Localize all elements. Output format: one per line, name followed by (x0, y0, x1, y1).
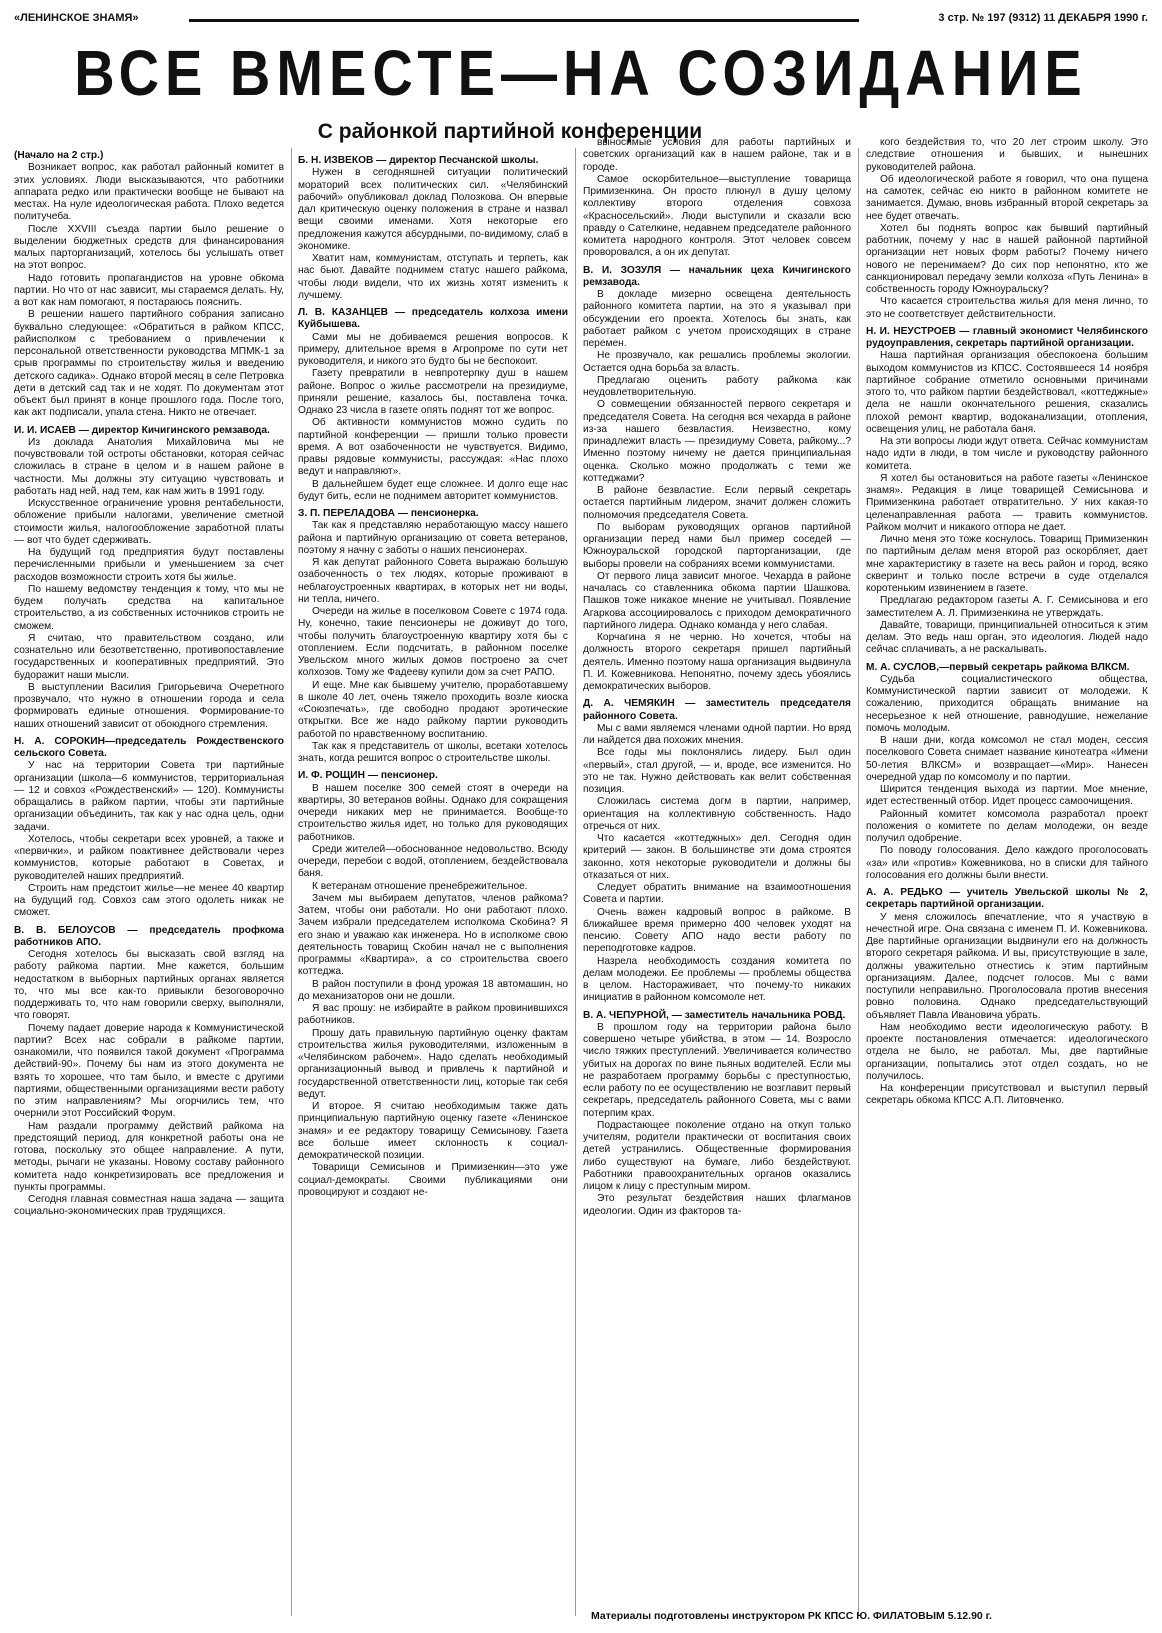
paragraph: Что касается строительства жилья для меня лично, то это не соответствует действительности. (866, 296, 1148, 320)
paragraph: Я считаю, что правительством создано, или сознательно или безответственно, противопоставление государственных и кооперативных предприятий. Это будоражит наши мысли. (14, 632, 284, 681)
paragraph: К ветеранам отношение пренебрежительное. (312, 880, 528, 892)
paragraph: Прошу дать правильную партийную оценку фактам строительства жилья руководителями, изложенным в «Челябинском рабочем». Надо сделать необходимый организационный вывод и привлечь к партийной и государственной ответственности лиц, которые так себя ведут. (298, 1027, 568, 1100)
paragraph: По поводу голосования. Дело каждого проголосовать «за» или «против» Кожевникова, но в списки для тайного голосования его должны были внести. (866, 845, 1148, 881)
column-2 (298, 150, 568, 1612)
paragraph: выносимые условия для работы партийных и советских организаций как в нашем районе, так и в городе. (583, 137, 851, 173)
paragraph: И второе. Я считаю необходимым также дать принципиальную партийную оценку газете «Ленинское знамя» и ее редактору товарищу Семисынову. Газета все больше имеет склонность к социал-демократической позиции. (298, 1101, 568, 1161)
speaker-heading: В. В. БЕЛОУСОВ — председатель профкома работников АПО. (14, 924, 284, 948)
paragraph: Наша партийная организация обеспокоена большим выходом коммунистов из КПСС. Состоявшееся 14 ноября партийное собрание отметило основными причинами этого то, что райком партии бездействовал, «коттеджные» дела не нашли окончательного решения, сказались плохой ремонт квартир, водоканализации, отопления, освещения улиц, не работала баня. (866, 350, 1148, 435)
paragraph: Не прозвучало, как решались проблемы экологии. Остается одна борьба за власть. (583, 350, 851, 374)
paragraph: Так как я представляю неработающую массу нашего района и партийную организацию от совета ветеранов, поэтому я начну с заботы о наших пенсионерах. (298, 520, 568, 556)
paragraph: Мы с вами являемся членами одной партии. Но вряд ли найдется два похожих мнения. (583, 722, 851, 746)
continuation-note: (Начало на 2 стр.) (14, 150, 104, 161)
paragraph: Хотелось, чтобы секретари всех уровней, а также и «первички», и райком поактивнее действовали через коммунистов, которые работают в Советах, и руководителей наших предприятий. (14, 833, 284, 882)
paragraph: Назрела необходимость создания комитета по делам молодежи. Ее проблемы — проблемы общества в целом. Настораживает, что почему-то никаких инициатив в районном комсомоле нет. (583, 955, 851, 1004)
paragraph: Сегодня главная совместная наша задача — защита социально-экономических прав трудящихся. (14, 1194, 284, 1218)
paragraph: У нас на территории Совета три партийные организации (школа—6 коммунистов, территориальная — 12 и совхоз «Рождественский» — 120). Коммунисты обращались в райком партии, чтобы эти партийные организации объединить, так как у нас одна цель, одни задачи. (14, 760, 284, 833)
paragraph: Я хотел бы остановиться на работе газеты «Ленинское знамя». Редакция в лице товарищей Семисынова и Примизенкина работает отвратительно. У них какая-то целенаправленная работа — травить коммунистов. Райком молчит и никакого отпора не дает. (866, 472, 1148, 533)
paragraph: Сами мы не добиваемся решения вопросов. К примеру, длительное время в Агропроме по сути нет руководителя, и никого это будто бы не беспокоит. (298, 331, 568, 367)
paragraph: И еще. Мне как бывшему учителю, проработавшему в школе 40 лет, очень тяжело проходить возле киоска «Союзпечать», где свободно продают эротические открытки. Все же надо райкому партии руководить работой по нравственному воспитанию. (298, 679, 568, 740)
headline: ВСЕ ВМЕСТЕ—НА СОЗИДАНИЕ (74, 36, 1088, 109)
paragraph: Газету превратили в невпротерпку душ в нашем районе. Вопрос о жилье рассмотрели на президиуме, приняли решение, казалось бы, поставлена точка. Однако 23 числа в газете опять поднят тот же вопрос. (298, 368, 568, 416)
paragraph: В районе безвластие. Если первый секретарь остается партийным лидером, значит должен сложить полномочия председателя Совета. (583, 485, 851, 521)
paragraph: Нам раздали программу действий райкома на предстоящий период, для конкретной работы она не готова, поскольку это общее направление. А пути, методы, рычаги не указаны. Новому составу районного комитета надо конкретизировать все предложения и пункты программы. (14, 1120, 284, 1193)
paragraph: Искусственное ограничение уровня рентабельности, обложение прибыли налогами, увеличение сметной стоимости жилья, налогообложение заработной платы — вот что будет сдерживать. (14, 498, 284, 546)
paragraph: Надо готовить пропагандистов на уровне обкома партии. Но что от нас зависит, мы стараемся делать. Ну, а вот как нам помогают, я постараюсь пояснить. (14, 272, 284, 308)
speaker-heading: Л. В. КАЗАНЦЕВ — председатель колхоза имени Куйбышева. (298, 307, 568, 331)
paragraph: У меня сложилось впечатление, что я участвую в нечестной игре. Она связана с именем П. И. Кожевникова. Две партийные организации выдвинули его на должность второго секретаря райкома. И вы, присутствующие в зале, должны уважительно отнестись к этим партийным организациям. Далее, подсчет голосов. Мы с вами поступили неправильно. Проголосовала против внесения ровно половина. Однако председательствующий объявляет Павла Ивановича убрать. (866, 911, 1148, 1021)
paragraph: В нашем поселке 300 семей стоят в очереди на квартиры, 30 ветеранов войны. Однако для сокращения очереди никаких мер не принимается. Вообще-то строительство жилья идет, но только для руководящих работников. (298, 782, 568, 843)
column-3 (583, 137, 851, 1599)
speaker-heading: И. И. ИСАЕВ — директор Кичигинского ремзавода. (14, 424, 270, 436)
paragraph: Судьба социалистического общества, Коммунистической партии зависит от молодежи. К сожалению, приходится обращать внимание на несерьезное к ней отношение, равнодушие, нежелание помочь молодым. (866, 673, 1148, 734)
paragraph: В докладе мизерно освещена деятельность районного комитета партии, на это я указывал при обсуждении его проекта. Хотелось бы знать, как работает райком с учетом происходящих в стране перемен. (583, 289, 851, 349)
paragraph: кого бездействия то, что 20 лет строим школу. Это следствие отношения и бывших, и нынешних руководителей района. (866, 137, 1148, 173)
paragraph: Ширится тенденция выхода из партии. Мое мнение, идет естественный отбор. Идет процесс самоочищения. (866, 784, 1148, 808)
paragraph: Давайте, товарищи, принципиальней относиться к этим делам. Это ведь наш орган, это идеология. Людей надо сейчас сплачивать, а не раскалывать. (866, 619, 1148, 656)
paragraph: После XXVIII съезда партии было решение о выделении бюджетных средств для финансирования малых парторганизаций, хотелось бы услышать ответ на этот вопрос. (14, 223, 284, 272)
paragraph: В решении нашего партийного собрания записано буквально следующее: «Обратиться в райком КПСС, райисполком с требованием о привлечении к персональной ответственности руководства МПМК-1 за срыв программы по строительству жилья и введению детского садика». Однако второй месяц в селе Петровка дети в детский сад так и не ходят. По документам этот объект был принят в конце прошлого года. После того, как акт подписали, упала стена. Никто не отвечает. (14, 309, 284, 419)
speaker-heading: Н. А. СОРОКИН—председатель Рождественского сельского Совета. (14, 735, 284, 759)
paragraph: Строить нам предстоит жилье—не менее 40 квартир на будущий год. Совхоз сам этого одолеть никак не сможет. (14, 882, 284, 919)
paragraph: Зачем мы выбираем депутатов, членов райкома? Затем, чтобы они работали. Но они работают плохо. Зачем избрали председателем исполкома Скобина? Я его знаю и уважаю как инженера. Но в исполкоме свою деятельность товарищ Скобин начал не с выполнения программы «Квартира», а со строительства своего коттеджа. (298, 892, 568, 978)
paragraph: По нашему ведомству тенденция к тому, что мы не будем получать средства на капитальное строительство, а из собственных источников строить не сможем. (14, 583, 284, 632)
paragraph: О совмещении обязанностей первого секретаря и председателя Совета. На сегодня вся чехарда в районе из-за нашего безвластия. Неизвестно, кому принадлежит власть — президиуму Совета, райкому...? Именно поэтому ничему не дается принципиальная оценка. Сколько можно продолжать с теми же коттеджами? (583, 399, 851, 484)
column-1 (14, 150, 284, 1612)
page-header (14, 10, 1148, 28)
paragraph: Самое оскорбительное—выступление товарища Примизенкина. Он просто плюнул в душу целому коллективу второго отделения совхоза «Красносельский». Люди выступили и сказали всю правду о Сателкине, недавнем председателе районного комитета народного контроля. Этот человек совсем проворовался, а он их депутат. (583, 173, 851, 259)
paragraph: Районный комитет комсомола разработал проект положения о комитете по делам молодежи, он везде получил одобрение. (866, 808, 1148, 844)
column-divider (575, 148, 576, 1616)
paragraph: В наши дни, когда комсомол не стал моден, сессия поселкового Совета снимает название кинотеатра «Имени 50-летия ВЛКСМ» и возвращает—«Мир». Нанесен очередной удар по комсомолу и по партии. (866, 735, 1148, 783)
subheadline: С районкой партийной конференции (317, 120, 703, 143)
paragraph: На конференции присутствовал и выступил первый секретарь обкома КПСС А.П. Литовченко. (866, 1083, 1148, 1107)
paragraph: Хватит нам, коммунистам, отступать и терпеть, как нас бьют. Давайте поднимем статус нашего райкома, чтобы люди видели, что их жизнь хотят изменить к лучшему. (298, 253, 568, 301)
paragraph: Нужен в сегодняшней ситуации политический мораторий всех политических сил. «Челябинский рабочий» опубликовал доклад Полозкова. Он впервые дал критическую оценку положения в стране и назвал вещи своими именами. Хотя некоторые его предложения кажутся абсурдными, по-видимому, слаб в экономике. (298, 167, 568, 252)
paragraph: В выступлении Василия Григорьевича Очеретного прозвучало, что нужно в отношении города и села формировать единые отношения. Формирование-то наших отношений зависит от обоюдного стремления. (14, 681, 284, 730)
paragraph: Следует обратить внимание на взаимоотношения Совета и партии. (583, 882, 851, 906)
speaker-heading: З. П. ПЕРЕЛАДОВА — пенсионерка. (298, 508, 479, 519)
newspaper-name: «ЛЕНИНСКОЕ ЗНАМЯ» (14, 12, 139, 24)
paragraph: Лично меня это тоже коснулось. Товарищ Примизенкин по партийным делам меня второй раз оскорбляет, дает мне характеристику в газете на весь район и город, всяко скверинт и только после встречи в суде отделался коротеньким извинением в газете. (866, 534, 1148, 594)
paragraph: По выборам руководящих органов партийной организации перед нами был пример соседей — Южноуральской городской парторганизации, где выборы провели на собраниях всеми коммунистами. (583, 521, 851, 570)
paragraph: Что касается «коттеджных» дел. Сегодня один критерий — закон. В большинстве эти дома строятся законно, хотя некоторые руководители и должны бы отказаться от них. (583, 833, 851, 881)
speaker-heading: Б. Н. ИЗВЕКОВ — директор Песчанской школы. (298, 155, 539, 166)
paragraph: Все годы мы поклонялись лидеру. Был один «первый», стал другой, — и, вроде, все изменится. Но это не так. Нужно действовать как велит собственная позиция. (583, 747, 851, 795)
paragraph: Очень важен кадровый вопрос в райкоме. В ближайшее время примерно 400 человек уходят на пенсию. Совету АПО надо вести работу по переподготовке кадров. (583, 906, 851, 955)
paragraph: Почему падает доверие народа к Коммунистической партии? Всех нас собрали в райкоме партии, ознакомили, что появился такой документ «Программа действий-90». Почему бы нам из этого документа не взять то хорошее, что там было, и вместе с другими партиями, общественными организациями вести работу по этим направлениям? Мы огорчились тем, что очернили этот Российский Форум. (14, 1022, 284, 1120)
paragraph: На эти вопросы люди ждут ответа. Сейчас коммунистам надо идти в люди, в том числе и руководству районного комитета. (866, 436, 1148, 472)
paragraph: Я вас прошу: не избирайте в райком провинившихся работников. (298, 1003, 568, 1027)
header-rule (189, 19, 859, 22)
paragraph: Предлагаю оценить работу райкома как неудовлетворительную. (583, 374, 851, 398)
paragraph: Я как депутат районного Совета выражаю большую озабоченность о тех людях, которые проживают в неблагоустроенных квартирах, в которых нет ни воды, ни тепла, ничего. (298, 557, 568, 605)
paragraph: Подрастающее поколение отдано на откуп только учителям, родители практически от воспитания своих детей устранились. Общественные формирования либо существуют на бумаге, либо бездействуют. Работники правоохранительных органов оказались лицом к лицу с преступным миром. (583, 1119, 851, 1192)
paragraph: Среди жителей—обоснованное недовольство. Всюду очереди, перебои с водой, отоплением, бездействовала баня. (298, 843, 568, 880)
paragraph: В прошлом году на территории района было совершено четыре убийства, в этом — 14. Возросло число тяжких преступлений. Увеличивается количество убитых на дорогах по вине пьяных водителей. Если мы не разработаем программу борьбы с преступностью, если работу по ее осуществлению не возглавит первый секретарь, председатель районного Совета, мы с вами потерпим крах. (583, 1021, 851, 1119)
column-divider (291, 148, 292, 1616)
issue-info: 3 стр. № 197 (9312) 11 ДЕКАБРЯ 1990 г. (938, 12, 1148, 24)
paragraph: Корчагина я не черню. Но хочется, чтобы на должность второго секретаря пришел партийный деятель. Именно поэтому наша организация выдвинула П. И. Кожевникова. Непонятно, почему здесь убоялись демократических выборов. (583, 632, 851, 692)
paragraph: Хотел бы поднять вопрос как бывший партийный работник, почему у нас в нашей районной партийной организации нет новых форм работы? Почему ничего нового не перенимаем? До сих пор непонятно, кто же санкционировал передачу земли колхоза «Путь Ленина» в собственность городу Южноуральску? (866, 222, 1148, 295)
speaker-heading: Н. И. НЕУСТРОЕВ — главный экономист Челябинского рудоуправления, секретарь партийной организации. (866, 325, 1148, 349)
paragraph: В район поступили в фонд урожая 18 автомашин, но до механизаторов они не дошли. (298, 978, 568, 1002)
paragraph: Об идеологической работе я говорил, что она пущена на самотек, сейчас ею никто в районном комитете не занимается. Думаю, вновь избранный второй секретарь за нее будет отвечать. (866, 173, 1148, 222)
speaker-heading: Д. А. ЧЕМЯКИН — заместитель председателя районного Совета. (583, 698, 851, 722)
paragraph: Товарищи Семисынов и Примизенкин—это уже социал-демократы. Своими публикациями они провоцируют и создают не- (298, 1162, 568, 1198)
paragraph: В дальнейшем будет еще сложнее. И долго еще нас будут бить, если не поднимем авторитет коммунистов. (298, 478, 568, 502)
footer-credit: Материалы подготовлены инструктором РК КПСС Ю. ФИЛАТОВЫМ 5.12.90 г. (591, 1610, 992, 1622)
paragraph: Возникает вопрос, как работал районный комитет в этих условиях. Люди высказываются, что работники аппарата редко или практически вообще не бывают на местах. На нуле идеологическая работа. Плохо ведется политучеба. (14, 162, 284, 223)
speaker-heading: М. А. СУСЛОВ,—первый секретарь райкома ВЛКСМ. (866, 661, 1130, 673)
speaker-heading: И. Ф. РОЩИН — пенсионер. (298, 770, 438, 782)
paragraph: Нам необходимо вести идеологическую работу. В проекте постановления отмечается: идеологического отдела не было, не работал. Мы, две партийные организации, попытались этот отдел создать, но не получилось. (866, 1021, 1148, 1082)
column-divider (858, 148, 859, 1616)
paragraph: От первого лица зависит многое. Чехарда в районе началась со ставленника обкома партии Шашкова. Пашков тоже никакое мнение не учитывал. Появление Агаркова ассоциировалось с приходом демократичного партийного лидера. Однако команда у него слабая. (583, 570, 851, 631)
speaker-heading: В. А. ЧЕПУРНОЙ, — заместитель начальника РОВД. (583, 1009, 846, 1021)
paragraph: Это результат бездействия наших флагманов идеологии. Один из факторов та- (583, 1193, 851, 1217)
paragraph: Сложилась система догм в партии, например, ориентация на коллективную собственность. Надо отречься от них. (583, 796, 851, 832)
paragraph: На будущий год предприятия будут поставлены перечисленными прибыли и уменьшением за счет расходов возможности строить хотя бы жилье. (14, 547, 284, 583)
speaker-heading: А. А. РЕДЬКО — учитель Увельской школы № 2, секретарь партийной организации. (866, 887, 1148, 911)
paragraph: Предлагаю редактором газеты А. Г. Семисынова и его заместителем А. Л. Примизенкина не утверждать. (866, 595, 1148, 619)
paragraph: Очереди на жилье в поселковом Совете с 1974 года. Ну, конечно, такие пенсионеры не доживут до того, чтобы получить благоустроенную квартиру хотя бы с отоплением. Если подсчитать, в районном поселке Увельском много жилых домов построено за счет колхозов. Тому же Фадееву купили дом за счет РАПО. (298, 606, 568, 679)
paragraph: Из доклада Анатолия Михайловича мы не почувствовали той остроты обстановки, которая сейчас сложилась в стране в целом и в нашем районе в частности. Мы должны эту ситуацию чувствовать и работать над ней, над тем, как нам жить в 1991 году. (14, 436, 284, 497)
paragraph: Так как я представитель от школы, всетаки хотелось знать, когда решится вопрос о строительстве школы. (298, 740, 568, 764)
column-4 (866, 137, 1148, 1599)
paragraph: Сегодня хотелось бы высказать свой взгляд на работу райкома партии. Мне кажется, большим недостатком в выборных партийных органах является то, что мы все как-то привыкли безоговорочно поддерживать то, что нам говорили сверху, выполняли, что говорят. (14, 949, 284, 1022)
speaker-heading: В. И. ЗОЗУЛЯ — начальник цеха Кичигинского ремзавода. (583, 264, 851, 288)
paragraph: Об активности коммунистов можно судить по партийной конференции — пришли только провести время. А вот озабоченности не чувствуется. Видимо, правы рядовые коммунисты, рассуждая: «Нас плохо ведут и направляют». (298, 417, 568, 478)
